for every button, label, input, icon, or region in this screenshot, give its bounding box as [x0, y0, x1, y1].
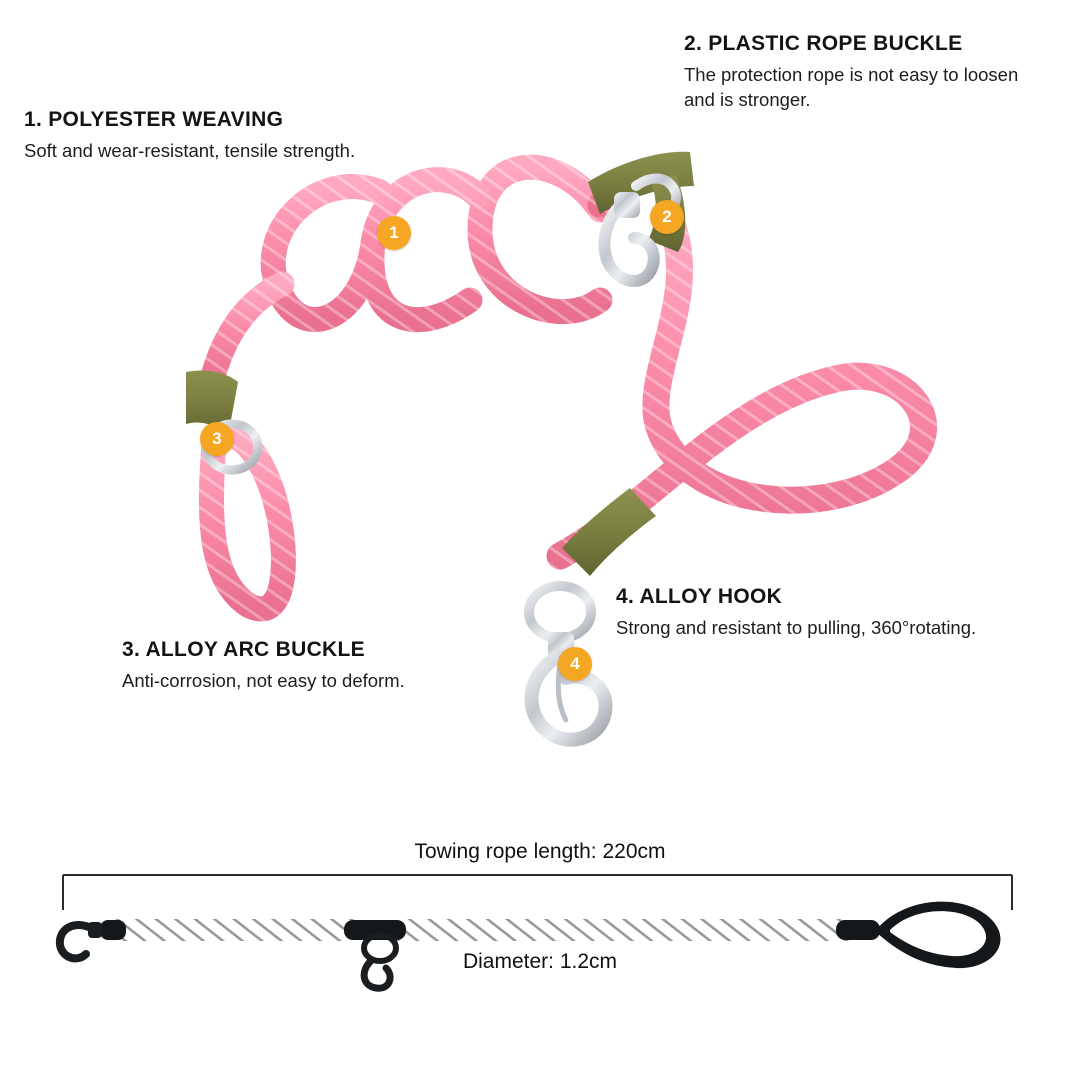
badge-2: 2 — [650, 200, 684, 234]
flat-leash — [60, 902, 1001, 989]
badge-3: 3 — [200, 422, 234, 456]
callout-2-desc: The protection rope is not easy to loosen and is stronger. — [684, 64, 1019, 110]
flat-ring-middle — [364, 935, 396, 988]
callout-4-desc: Strong and resistant to pulling, 360°rotating. — [616, 617, 977, 638]
spec-diameter-label: Diameter: 1.2cm — [462, 950, 618, 973]
callout-1-title: 1. POLYESTER WEAVING — [24, 108, 284, 131]
badge-1: 1 — [377, 216, 411, 250]
callout-4-title: 4. ALLOY HOOK — [616, 585, 783, 608]
callout-plastic-rope-buckle — [684, 32, 1034, 113]
callout-2-title: 2. PLASTIC ROPE BUCKLE — [684, 32, 963, 55]
measure-bracket — [63, 875, 1012, 910]
flat-hook-left — [60, 922, 102, 958]
spec-diagram — [0, 820, 1080, 1080]
flat-handle-loop — [876, 902, 1000, 969]
callout-polyester-weaving — [24, 108, 355, 164]
badge-4: 4 — [558, 647, 592, 681]
callout-alloy-hook — [616, 585, 976, 641]
callout-3-title: 3. ALLOY ARC BUCKLE — [122, 638, 365, 661]
callout-alloy-arc-buckle — [122, 638, 405, 694]
spec-length-label: Towing rope length: 220cm — [414, 840, 666, 863]
callout-3-desc: Anti-corrosion, not easy to deform. — [122, 670, 405, 691]
callout-1-desc: Soft and wear-resistant, tensile strength. — [24, 140, 356, 161]
